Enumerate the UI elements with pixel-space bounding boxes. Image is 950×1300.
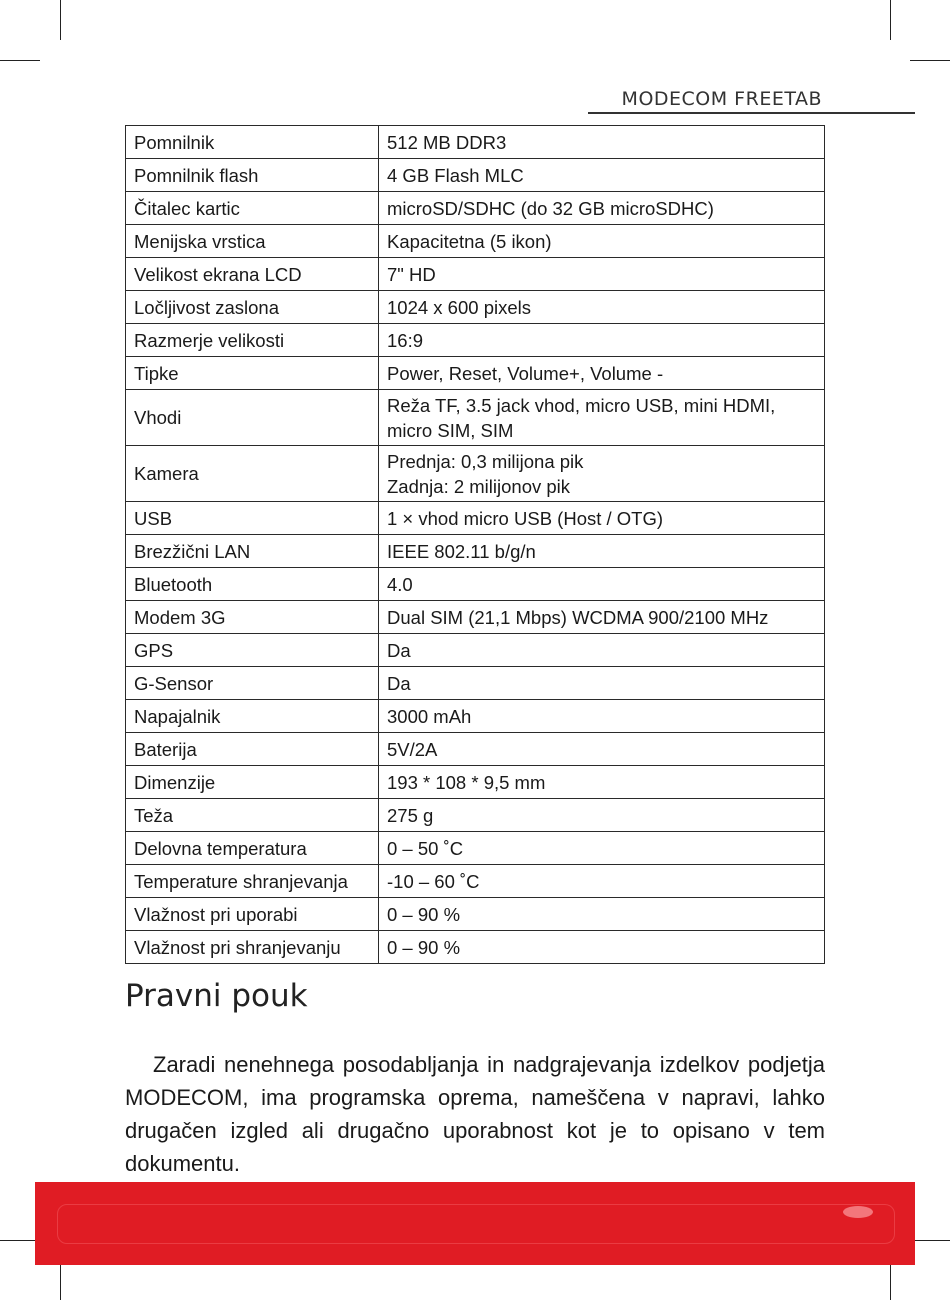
spec-label: Tipke [126, 357, 379, 390]
spec-row [126, 390, 825, 446]
spec-value [379, 535, 825, 568]
spec-label: Napajalnik [126, 700, 379, 733]
spec-value [379, 634, 825, 667]
spec-value [379, 446, 825, 502]
spec-value [379, 390, 825, 446]
spec-value [379, 159, 825, 192]
spec-label: Razmerje velikosti [126, 324, 379, 357]
footer-band-highlight [843, 1206, 873, 1218]
spec-label: Delovna temperatura [126, 832, 379, 865]
spec-label: Dimenzije [126, 766, 379, 799]
spec-value-line: Kapacitetna (5 ikon) [387, 230, 552, 252]
spec-value [379, 502, 825, 535]
spec-value-line: 0 – 90 % [387, 903, 461, 925]
spec-value-line: Prednja: 0,3 milijona pik [387, 450, 584, 472]
spec-value-line: 0 – 90 % [387, 936, 461, 958]
spec-row [126, 700, 825, 733]
spec-value-line: micro SIM, SIM [387, 419, 514, 441]
spec-value-line: 7" HD [387, 263, 436, 285]
spec-label: GPS [126, 634, 379, 667]
spec-label: Teža [126, 799, 379, 832]
spec-value [379, 865, 825, 898]
spec-label: Menijska vrstica [126, 225, 379, 258]
spec-label: Kamera [126, 446, 379, 502]
spec-value [379, 799, 825, 832]
spec-label: Čitalec kartic [126, 192, 379, 225]
spec-row [126, 601, 825, 634]
spec-value-line: Da [387, 672, 411, 694]
spec-row [126, 535, 825, 568]
spec-label: Velikost ekrana LCD [126, 258, 379, 291]
spec-value [379, 225, 825, 258]
spec-row [126, 931, 825, 964]
spec-value-line: microSD/SDHC (do 32 GB microSDHC) [387, 197, 714, 219]
spec-row [126, 357, 825, 390]
spec-label: USB [126, 502, 379, 535]
spec-row [126, 502, 825, 535]
spec-row [126, 865, 825, 898]
spec-value-line: Power, Reset, Volume+, Volume - [387, 362, 664, 384]
spec-value-line: 3000 mAh [387, 705, 472, 727]
spec-label: Ločljivost zaslona [126, 291, 379, 324]
crop-mark [890, 0, 891, 40]
spec-value [379, 568, 825, 601]
spec-label: Brezžični LAN [126, 535, 379, 568]
spec-value-line: 0 – 50 ˚C [387, 837, 464, 859]
spec-label: G-Sensor [126, 667, 379, 700]
spec-value [379, 258, 825, 291]
spec-value-line: 1 × vhod micro USB (Host / OTG) [387, 507, 664, 529]
spec-row [126, 159, 825, 192]
spec-row [126, 225, 825, 258]
spec-value [379, 832, 825, 865]
spec-value-line: 275 g [387, 804, 434, 826]
crop-mark [910, 60, 950, 61]
spec-value-line: 1024 x 600 pixels [387, 296, 531, 318]
spec-row [126, 634, 825, 667]
spec-value [379, 126, 825, 159]
spec-row [126, 766, 825, 799]
spec-value [379, 324, 825, 357]
running-header: MODECOM FREETAB [621, 88, 822, 110]
spec-label: Vhodi [126, 390, 379, 446]
spec-value [379, 357, 825, 390]
spec-label: Vlažnost pri uporabi [126, 898, 379, 931]
footer-band-inner [57, 1204, 895, 1244]
spec-value-line: 16:9 [387, 329, 424, 351]
spec-label: Modem 3G [126, 601, 379, 634]
crop-mark [0, 60, 40, 61]
spec-value [379, 601, 825, 634]
spec-value-line: 4.0 [387, 573, 413, 595]
crop-mark [60, 1260, 61, 1300]
crop-mark [910, 1240, 950, 1241]
spec-row [126, 733, 825, 766]
spec-value-line: Zadnja: 2 milijonov pik [387, 475, 571, 497]
spec-value [379, 766, 825, 799]
spec-value [379, 898, 825, 931]
spec-row [126, 898, 825, 931]
spec-row [126, 832, 825, 865]
spec-value-line: 512 MB DDR3 [387, 131, 507, 153]
section-body: Zaradi nenehnega posodabljanja in nadgrajevanja izdelkov podjetja MODECOM, ima programska oprema, nameščena v napravi, lahko drugačen izgled ali drugačno uporabnost kot je to opisano v tem dokumentu. [125, 1052, 825, 1176]
spec-value-line: Da [387, 639, 411, 661]
spec-row [126, 667, 825, 700]
spec-label: Temperature shranjevanja [126, 865, 379, 898]
spec-value [379, 700, 825, 733]
section-title: Pravni pouk [125, 978, 308, 1014]
spec-table [125, 125, 825, 964]
spec-value-line: 193 * 108 * 9,5 mm [387, 771, 546, 793]
spec-value-line: Dual SIM (21,1 Mbps) WCDMA 900/2100 MHz [387, 606, 769, 628]
spec-value [379, 192, 825, 225]
spec-row [126, 258, 825, 291]
spec-value [379, 291, 825, 324]
spec-row [126, 568, 825, 601]
spec-value-line: 5V/2A [387, 738, 438, 760]
header-rule [588, 112, 915, 114]
spec-row [126, 291, 825, 324]
spec-row [126, 324, 825, 357]
spec-value-line: 4 GB Flash MLC [387, 164, 524, 186]
crop-mark [0, 1240, 40, 1241]
spec-value-line: -10 – 60 ˚C [387, 870, 480, 892]
spec-value [379, 733, 825, 766]
spec-label: Baterija [126, 733, 379, 766]
spec-label: Pomnilnik flash [126, 159, 379, 192]
spec-value [379, 667, 825, 700]
spec-label: Pomnilnik [126, 126, 379, 159]
spec-row [126, 446, 825, 502]
spec-label: Bluetooth [126, 568, 379, 601]
crop-mark [60, 0, 61, 40]
spec-value-line: IEEE 802.11 b/g/n [387, 540, 536, 562]
spec-table-body [126, 126, 825, 964]
crop-mark [890, 1260, 891, 1300]
spec-row [126, 192, 825, 225]
spec-value [379, 931, 825, 964]
footer-band [35, 1182, 915, 1265]
spec-label: Vlažnost pri shranjevanju [126, 931, 379, 964]
spec-value-line: Reža TF, 3.5 jack vhod, micro USB, mini HDMI, [387, 394, 776, 416]
spec-row [126, 799, 825, 832]
spec-row [126, 126, 825, 159]
